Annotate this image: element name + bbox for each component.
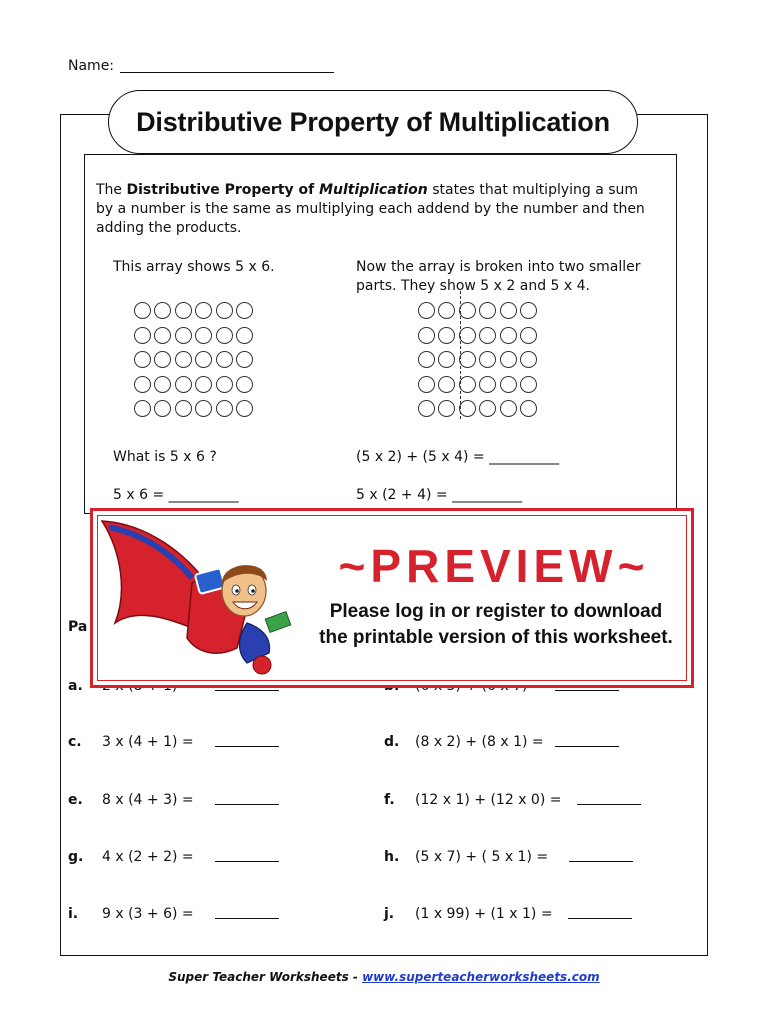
answer-blank[interactable] bbox=[215, 746, 279, 747]
array-5x6 bbox=[134, 302, 256, 425]
array-dot bbox=[195, 376, 212, 393]
problem-letter: h. bbox=[384, 849, 400, 865]
array-dot bbox=[520, 351, 537, 368]
array-dot bbox=[500, 400, 517, 417]
array-dot bbox=[459, 302, 476, 319]
array-dot bbox=[459, 351, 476, 368]
problem-letter: j. bbox=[384, 906, 395, 922]
array-dot bbox=[459, 376, 476, 393]
left-caption: This array shows 5 x 6. bbox=[113, 259, 275, 275]
answer-blank[interactable] bbox=[569, 861, 633, 862]
array-dot bbox=[175, 400, 192, 417]
tilde-right: ~ bbox=[617, 540, 650, 592]
answer-blank[interactable] bbox=[215, 690, 279, 691]
name-label: Name: bbox=[68, 58, 115, 74]
array-dot bbox=[236, 351, 253, 368]
array-dot bbox=[520, 302, 537, 319]
array-dot bbox=[500, 376, 517, 393]
array-dot bbox=[216, 400, 233, 417]
preview-banner[interactable] bbox=[90, 508, 694, 688]
footer-separator: - bbox=[348, 970, 363, 984]
array-dot bbox=[175, 376, 192, 393]
preview-line2: the printable version of this worksheet. bbox=[319, 627, 673, 648]
array-dot bbox=[438, 400, 455, 417]
problem-expression: 3 x (4 + 1) = bbox=[102, 734, 194, 750]
problem-letter: e. bbox=[68, 792, 83, 808]
title-banner bbox=[108, 90, 638, 154]
array-dot bbox=[438, 376, 455, 393]
answer-blank[interactable] bbox=[215, 804, 279, 805]
footer-brand: Super Teacher Worksheets bbox=[168, 970, 349, 984]
array-dot bbox=[154, 351, 171, 368]
array-dot bbox=[236, 302, 253, 319]
array-dot bbox=[154, 376, 171, 393]
array-dot bbox=[216, 351, 233, 368]
array-dot bbox=[195, 302, 212, 319]
array-dot bbox=[418, 351, 435, 368]
intro-paragraph bbox=[96, 181, 656, 238]
answer-blank[interactable] bbox=[577, 804, 641, 805]
problem-letter: g. bbox=[68, 849, 84, 865]
array-dot bbox=[438, 302, 455, 319]
right-equation2: 5 x (2 + 4) = __________ bbox=[356, 487, 523, 503]
array-dot bbox=[500, 351, 517, 368]
left-equation: 5 x 6 = __________ bbox=[113, 487, 239, 503]
array-dot bbox=[500, 302, 517, 319]
array-dot bbox=[195, 327, 212, 344]
superhero-mascot-icon bbox=[97, 513, 297, 683]
problem-expression: 4 x (2 + 2) = bbox=[102, 849, 194, 865]
array-dot bbox=[134, 400, 151, 417]
array-dot bbox=[236, 376, 253, 393]
array-dot bbox=[479, 351, 496, 368]
array-dot bbox=[418, 376, 435, 393]
array-dot bbox=[134, 302, 151, 319]
problem-letter: d. bbox=[384, 734, 400, 750]
array-dot bbox=[459, 327, 476, 344]
array-dot bbox=[479, 400, 496, 417]
problem-expression: 9 x (3 + 6) = bbox=[102, 906, 194, 922]
problem-expression: (12 x 1) + (12 x 0) = bbox=[415, 792, 562, 808]
array-dot bbox=[520, 376, 537, 393]
array-dot bbox=[216, 327, 233, 344]
array-dot bbox=[175, 351, 192, 368]
preview-heading bbox=[299, 539, 689, 593]
right-caption-line1: Now the array is broken into two smaller bbox=[356, 259, 641, 275]
answer-blank[interactable] bbox=[568, 918, 632, 919]
array-dot bbox=[216, 302, 233, 319]
name-line bbox=[120, 72, 334, 73]
preview-line1: Please log in or register to download bbox=[329, 601, 663, 622]
array-dot bbox=[479, 302, 496, 319]
problem-letter: i. bbox=[68, 906, 79, 922]
answer-blank[interactable] bbox=[215, 861, 279, 862]
answer-blank[interactable] bbox=[215, 918, 279, 919]
intro-bold-italic: Multiplication bbox=[319, 182, 428, 198]
tilde-left: ~ bbox=[338, 540, 371, 592]
right-caption-line2: parts. They show 5 x 2 and 5 x 4. bbox=[356, 278, 591, 294]
array-dot bbox=[500, 327, 517, 344]
answer-blank[interactable] bbox=[555, 690, 619, 691]
intro-bold: Distributive Property of bbox=[126, 182, 320, 198]
array-dot bbox=[459, 400, 476, 417]
page-title: Distributive Property of Multiplication bbox=[136, 106, 610, 137]
answer-blank[interactable] bbox=[555, 746, 619, 747]
array-dot bbox=[236, 327, 253, 344]
array-dot bbox=[479, 376, 496, 393]
problem-expression: (8 x 2) + (8 x 1) = bbox=[415, 734, 544, 750]
array-dot bbox=[154, 302, 171, 319]
preview-word: PREVIEW bbox=[370, 540, 618, 592]
part-label: Pa bbox=[68, 619, 88, 635]
array-dot bbox=[134, 327, 151, 344]
intro-pre: The bbox=[96, 182, 127, 198]
array-dot bbox=[236, 400, 253, 417]
array-dot bbox=[418, 400, 435, 417]
array-split bbox=[418, 302, 540, 425]
array-dot bbox=[175, 302, 192, 319]
array-dot bbox=[134, 351, 151, 368]
problem-letter: c. bbox=[68, 734, 82, 750]
problem-letter: f. bbox=[384, 792, 395, 808]
array-dot bbox=[195, 351, 212, 368]
array-dot bbox=[438, 351, 455, 368]
intro-post: states that multiplying a sum by a number is the same as multiplying each addend by the number and then adding the products. bbox=[96, 182, 645, 236]
array-dot bbox=[154, 400, 171, 417]
problem-expression: (5 x 7) + ( 5 x 1) = bbox=[415, 849, 549, 865]
right-equation1: (5 x 2) + (5 x 4) = __________ bbox=[356, 449, 560, 465]
problem-letter: a. bbox=[68, 678, 83, 694]
array-dot bbox=[418, 302, 435, 319]
footer-link[interactable]: www.superteacherworksheets.com bbox=[362, 970, 600, 984]
array-dot bbox=[134, 376, 151, 393]
array-dot bbox=[175, 327, 192, 344]
array-dot bbox=[418, 327, 435, 344]
array-dot bbox=[195, 400, 212, 417]
array-dot bbox=[520, 400, 537, 417]
array-dot bbox=[479, 327, 496, 344]
array-dot bbox=[438, 327, 455, 344]
problem-expression: (1 x 99) + (1 x 1) = bbox=[415, 906, 553, 922]
problem-expression: 8 x (4 + 3) = bbox=[102, 792, 194, 808]
footer bbox=[0, 970, 768, 984]
array-dot bbox=[216, 376, 233, 393]
left-question: What is 5 x 6 ? bbox=[113, 449, 217, 465]
array-dot bbox=[520, 327, 537, 344]
array-divider bbox=[460, 291, 461, 419]
array-dot bbox=[154, 327, 171, 344]
